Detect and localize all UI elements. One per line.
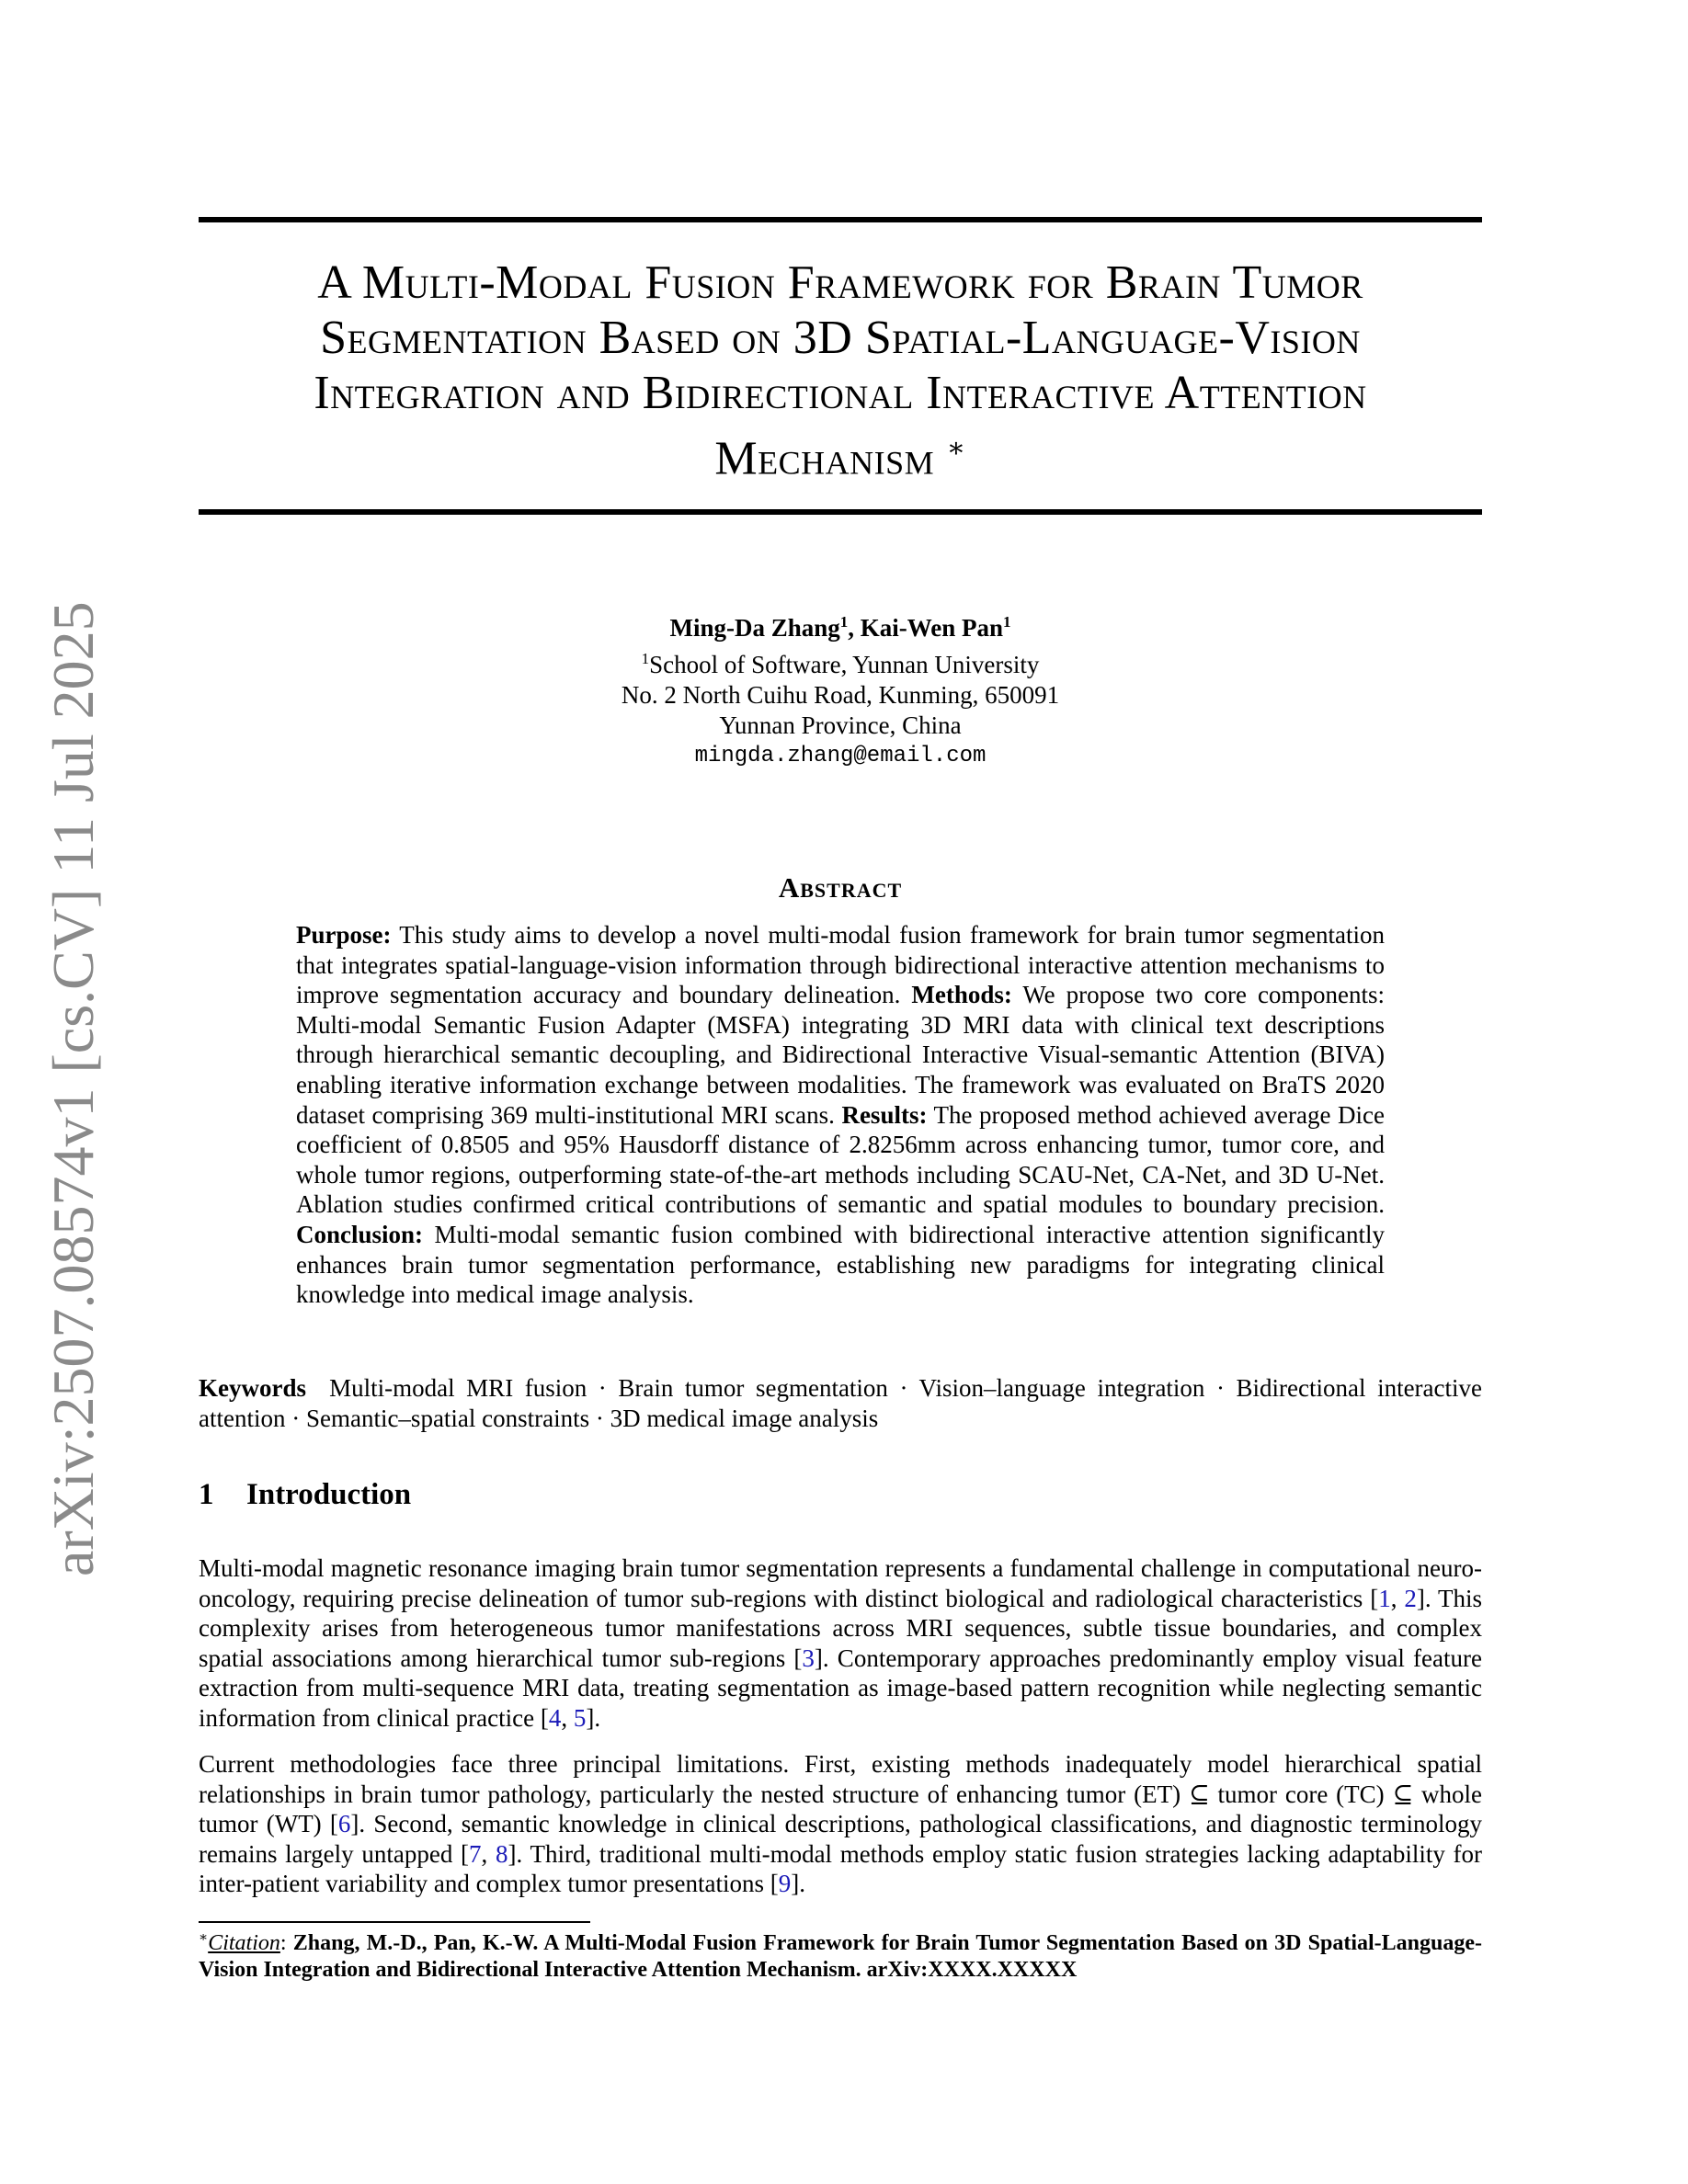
citation-link[interactable]: 1 — [1378, 1584, 1391, 1612]
citation-link[interactable]: 4 — [548, 1703, 562, 1732]
author-block — [199, 607, 1482, 771]
paragraph-text: , — [481, 1839, 496, 1868]
intro-paragraph-1 — [199, 1553, 1482, 1734]
author-names — [199, 607, 1482, 643]
abstract-methods-text: We propose two core components: Multi-modal Semantic Fusion Adapter (MSFA) integrating 3D MRI data with clinical text descriptions through hierarchical semantic decoupling, and Bidirectional Interactive Visual-semantic Attention (BIVA) enabling iterative information exchange between modalities. The framework was evaluated on BraTS 2020 dataset comprising 369 multi-institutional MRI scans. — [296, 981, 1385, 1129]
intro-paragraph-2 — [199, 1749, 1482, 1899]
abstract-purpose-text: This study aims to develop a novel multi-modal fusion framework for brain tumor segmentation that integrates spatial-language-vision information through bidirectional interactive attention mechanisms to improve segmentation accuracy and boundary delineation. — [296, 921, 1385, 1009]
paragraph-text: , — [1390, 1584, 1405, 1612]
abstract-results-text: The proposed method achieved average Dice coefficient of 0.8505 and 95% Hausdorff distance of 2.8256mm across enhancing tumor, tumor core, and whole tumor regions, outperforming state-of-the-art methods including SCAU-Net, CA-Net, and 3D U-Net. Ablation studies confirmed critical contributions of semantic and spatial modules to boundary precision. — [296, 1100, 1386, 1219]
paragraph-text: ]. Second, semantic knowledge in clinical descriptions, pathological classifications, and diagnostic terminology remains largely untapped [ — [199, 1810, 1482, 1868]
title-line-2: Segmentation Based on 3D Spatial-Language-Vision — [320, 312, 1361, 364]
author-1-name: Ming-Da Zhang — [669, 614, 840, 642]
citation-link[interactable]: 2 — [1404, 1584, 1417, 1612]
abstract-conclusion-label: Conclusion: — [296, 1220, 424, 1248]
affiliation-mark: 1 — [641, 650, 650, 667]
address-line-1: No. 2 North Cuihu Road, Kunming, 650091 — [621, 681, 1060, 709]
keywords-text: Multi-modal MRI fusion · Brain tumor segmentation · Vision–language integration · Bidirectional interactive attention · Semantic–spatial constraints · 3D medical image analysis — [199, 1374, 1482, 1432]
author-2-name: Kai-Wen Pan — [860, 614, 1004, 642]
footnote-mark: ∗ — [199, 1930, 209, 1945]
citation-link[interactable]: 6 — [337, 1810, 351, 1838]
citation-link[interactable]: 7 — [469, 1839, 482, 1868]
title-footnote-mark: ∗ — [946, 433, 966, 463]
citation-link[interactable]: 5 — [573, 1703, 587, 1732]
paragraph-text: Multi-modal magnetic resonance imaging brain tumor segmentation represents a fundamental challenge in computational neuro-oncology, requiring precise delineation of tumor sub-regions with distinct biological and radiological characteristics [ — [199, 1554, 1482, 1612]
citation-link[interactable]: 3 — [802, 1644, 815, 1672]
footnote-rule — [199, 1921, 590, 1923]
keywords-block — [199, 1373, 1482, 1433]
title-line-1: A Multi-Modal Fusion Framework for Brain Tumor — [317, 256, 1363, 309]
abstract-heading: Abstract — [778, 871, 903, 904]
footnote-colon: : — [279, 1931, 293, 1955]
citation-footnote — [199, 1925, 1482, 1984]
title-top-rule — [199, 217, 1482, 222]
paragraph-text: ]. Third, traditional multi-modal methods employ static fusion strategies lacking adaptability for inter-patient variability and complex tumor presentations [ — [199, 1839, 1483, 1898]
title-line-4 — [199, 421, 1482, 486]
abstract-results-label: Results: — [841, 1100, 928, 1129]
paragraph-text: ]. This complexity arises from heterogeneous tumor manifestations across MRI sequences, subtle tissue boundaries, and complex spatial associations among hierarchical tumor sub-regions [ — [199, 1584, 1482, 1672]
keywords-label: Keywords — [199, 1374, 306, 1402]
section-number: 1 — [199, 1478, 214, 1511]
author-1-affiliation-mark: 1 — [839, 613, 849, 631]
title-line-4-text: Mechanism — [714, 432, 935, 485]
paragraph-text: ]. — [586, 1703, 601, 1732]
title-line-3: Integration and Bidirectional Interactive Attention — [314, 367, 1367, 419]
title-bottom-rule — [199, 509, 1482, 515]
affiliation — [199, 643, 1482, 680]
paragraph-text: Current methodologies face three principal limitations. First, existing methods inadequately model hierarchical spatial relationships in brain tumor pathology, particularly the nested structure of enhancing tumor (ET) ⊆ tumor core (TC) ⊆ whole tumor (WT) [ — [199, 1750, 1482, 1838]
address-line-2: Yunnan Province, China — [719, 711, 962, 739]
footnote-citation-label: Citation — [208, 1931, 280, 1955]
citation-link[interactable]: 9 — [778, 1870, 792, 1898]
paragraph-text: ]. Contemporary approaches predominantly employ visual feature extraction from multi-sequence MRI data, treating segmentation as image-based pattern recognition while neglecting semantic information from clinical practice [ — [199, 1644, 1482, 1732]
abstract-methods-label: Methods: — [911, 981, 1012, 1009]
affiliation-name: School of Software, Yunnan University — [649, 651, 1040, 678]
arxiv-identifier-stamp: arXiv:2507.08574v1 [cs.CV] 11 Jul 2025 — [40, 601, 106, 1576]
abstract-conclusion-text: Multi-modal semantic fusion combined with bidirectional interactive attention significantly enhances brain tumor segmentation performance, establishing new paradigms for integrating clinical knowledge into medical image analysis. — [296, 1220, 1385, 1309]
section-heading-introduction — [199, 1478, 1482, 1512]
abstract-body — [296, 920, 1385, 1310]
author-2-affiliation-mark: 1 — [1003, 613, 1011, 631]
author-email: mingda.zhang@email.com — [694, 744, 987, 768]
paper-title — [199, 256, 1482, 486]
footnote-citation-text: Zhang, M.-D., Pan, K.-W. A Multi-Modal Fusion Framework for Brain Tumor Segmentation Based on 3D Spatial-Language-Vision Integration and Bidirectional Interactive Attention Mechanism. arXiv:XXXX.XXXXX — [199, 1931, 1482, 1982]
paragraph-text: , — [561, 1703, 574, 1732]
paragraph-text: ]. — [791, 1870, 806, 1898]
author-separator: , — [848, 614, 861, 642]
abstract-purpose-label: Purpose: — [296, 921, 392, 949]
section-title: Introduction — [246, 1478, 412, 1511]
citation-link[interactable]: 8 — [496, 1839, 508, 1868]
